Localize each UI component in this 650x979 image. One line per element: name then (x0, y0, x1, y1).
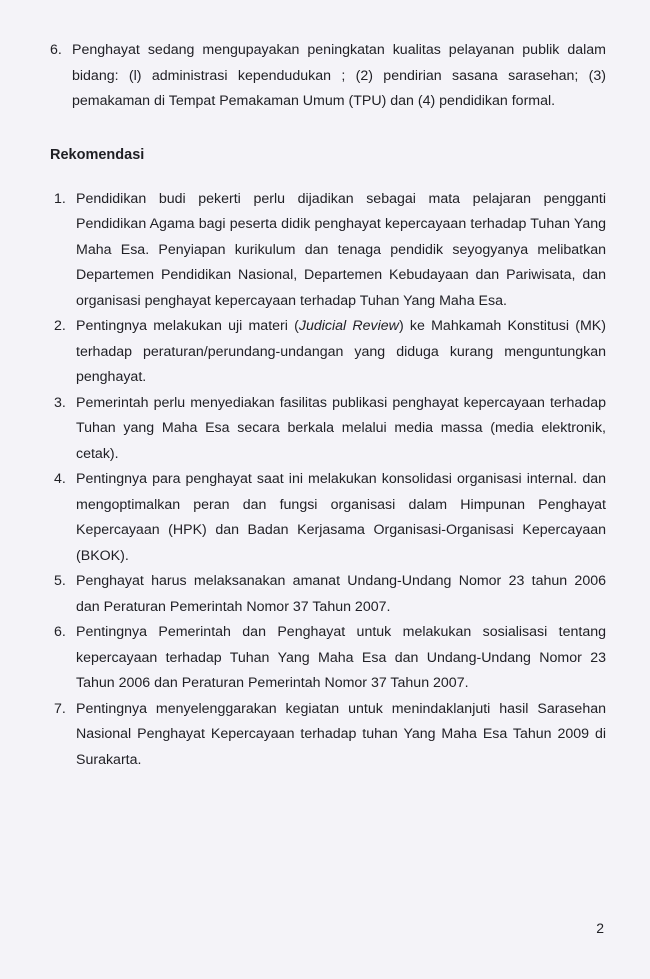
recommendation-text: Pentingnya Pemerintah dan Penghayat untuk melakukan sosialisasi tentang kepercayaan terhadap Tuhan Yang Maha Esa dan Undang-Undang Nomor 23 Tahun 2006 dan Peraturan Pemerintah Nomor 37 Tahun 2007. (76, 624, 606, 691)
recommendation-list (50, 187, 606, 774)
recommendation-number: 3. (54, 394, 66, 411)
recommendation-text (76, 314, 606, 391)
list-item-text: Penghayat sedang mengupayakan peningkatan kualitas pelayanan publik dalam bidang: (l) administrasi kependudukan ; (2) pendirian sasana sarasehan; (3) pemakaman di Tempat Pemakaman Umum (TPU) dan (4) pendidikan formal. (72, 42, 606, 109)
recommendation-text: Pentingnya menyelenggarakan kegiatan untuk menindaklanjuti hasil Sarasehan Nasional Penghayat Kepercayaan terhadap tuhan Yang Maha Esa Tahun 2009 di Surakarta. (76, 700, 606, 768)
recommendation-number: 5. (54, 573, 66, 589)
page-number: 2 (596, 920, 604, 936)
recommendation-item (54, 391, 606, 468)
recommendation-number: 2. (54, 318, 66, 334)
section-heading: Rekomendasi (50, 146, 145, 163)
recommendation-text-part: ) ke Mahkamah Konstitusi (MK) terhadap peraturan/perundang-undangan yang diduga kurang menguntungkan penghayat. (76, 318, 606, 385)
recommendation-item (54, 697, 606, 774)
recommendation-number: 4. (54, 471, 66, 487)
recommendation-text: Pentingnya para penghayat saat ini melakukan konsolidasi organisasi internal. dan mengoptimalkan peran dan fungsi organisasi dalam Himpunan Penghayat Kepercayaan (HPK) dan Badan Kerjasama Organisasi-Organisasi Kepercayaan (BKOK). (76, 471, 606, 564)
recommendation-item (54, 314, 606, 391)
recommendation-text: Penghayat harus melaksanakan amanat Undang-Undang Nomor 23 tahun 2006 dan Peraturan Pemerintah Nomor 37 Tahun 2007. (76, 573, 606, 615)
list-item-number: 6. (50, 42, 62, 58)
recommendation-item (54, 569, 606, 620)
recommendation-item (54, 187, 606, 315)
recommendation-text: Pendidikan budi pekerti perlu dijadikan sebagai mata pelajaran pengganti Pendidikan Agama bagi peserta didik penghayat kepercayaan terhadap Tuhan Yang Maha Esa. Penyiapan kurikulum dan tenaga pendidik seyogyanya melibatkan Departemen Pendidikan Nasional, Departemen Kebudayaan dan Pariwisata, dan organisasi penghayat kepercayaan terhadap Tuhan Yang Maha Esa. (76, 190, 606, 309)
recommendation-number: 1. (54, 190, 66, 207)
recommendation-text-part: Pentingnya melakukan uji materi ( (76, 318, 299, 334)
list-item (50, 38, 606, 115)
recommendation-text-italic: Judicial Review (298, 318, 399, 334)
recommendation-number: 7. (54, 700, 66, 717)
recommendation-text: Pemerintah perlu menyediakan fasilitas publikasi penghayat kepercayaan terhadap Tuhan yang Maha Esa secara berkala melalui media massa (media elektronik, cetak). (76, 394, 606, 462)
recommendation-item (54, 467, 606, 569)
recommendation-number: 6. (54, 624, 66, 640)
recommendation-item (54, 620, 606, 697)
